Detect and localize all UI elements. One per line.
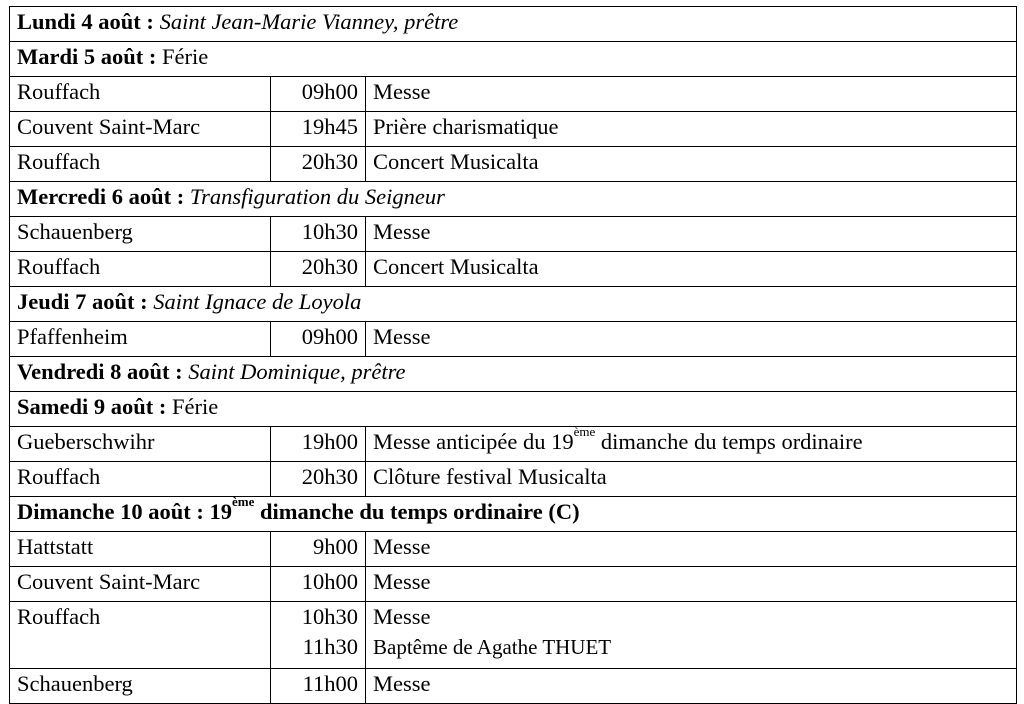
day-header: [10, 392, 1017, 427]
event-desc: Clôture festival Musicalta: [366, 462, 1017, 497]
event-place: Hattstatt: [10, 532, 271, 567]
event-time: 20h30: [271, 252, 366, 287]
event-time-line: 10h30: [301, 604, 358, 629]
event-desc-line: Baptême de Agathe THUET: [373, 635, 612, 659]
event-row: [10, 669, 1017, 704]
event-desc: Concert Musicalta: [366, 147, 1017, 182]
event-time: 10h00: [271, 567, 366, 602]
day-header-row: [10, 182, 1017, 217]
day-header: [10, 357, 1017, 392]
day-header-row: [10, 7, 1017, 42]
day-feast: Férie: [172, 394, 219, 419]
event-place: Couvent Saint-Marc: [10, 567, 271, 602]
liturgical-year: (C): [542, 499, 580, 524]
event-place: Rouffach: [10, 602, 271, 669]
event-place: Gueberschwihr: [10, 427, 271, 462]
day-title: Jeudi 7 août :: [17, 289, 148, 314]
event-desc: Messe: [366, 669, 1017, 704]
event-row: [10, 602, 1017, 669]
event-place: Rouffach: [10, 77, 271, 112]
day-feast: Saint Ignace de Loyola: [153, 289, 362, 314]
event-row: [10, 147, 1017, 182]
event-place: Couvent Saint-Marc: [10, 112, 271, 147]
event-place: Rouffach: [10, 147, 271, 182]
day-header-row: [10, 357, 1017, 392]
event-time: 11h00: [271, 669, 366, 704]
event-place: Pfaffenheim: [10, 322, 271, 357]
event-time: 20h30: [271, 147, 366, 182]
day-header: [10, 7, 1017, 42]
event-place: Schauenberg: [10, 217, 271, 252]
day-header-row: [10, 392, 1017, 427]
event-row: [10, 112, 1017, 147]
day-feast: Férie: [162, 44, 209, 69]
day-feast: Saint Dominique, prêtre: [188, 359, 406, 384]
event-row: [10, 322, 1017, 357]
event-desc: [366, 427, 1017, 462]
event-place: Schauenberg: [10, 669, 271, 704]
day-feast: dimanche du temps ordinaire: [254, 499, 543, 524]
event-desc: [366, 602, 1017, 669]
ordinal-superscript: ème: [573, 426, 596, 439]
event-time: 09h00: [271, 322, 366, 357]
day-header: [10, 182, 1017, 217]
day-header-row: [10, 287, 1017, 322]
day-title: Vendredi 8 août :: [17, 359, 183, 384]
event-place: Rouffach: [10, 252, 271, 287]
event-time: 09h00: [271, 77, 366, 112]
event-row: [10, 427, 1017, 462]
event-row: [10, 532, 1017, 567]
event-row: [10, 252, 1017, 287]
event-time: 19h45: [271, 112, 366, 147]
schedule-table: [9, 6, 1017, 704]
day-feast: Transfiguration du Seigneur: [189, 184, 445, 209]
event-desc: Messe: [366, 532, 1017, 567]
event-time: 10h30: [271, 217, 366, 252]
day-title: Samedi 9 août :: [17, 394, 167, 419]
event-desc: Concert Musicalta: [366, 252, 1017, 287]
day-header-row: [10, 42, 1017, 77]
event-place: Rouffach: [10, 462, 271, 497]
day-title: Mercredi 6 août :: [17, 184, 185, 209]
event-desc-part: dimanche du temps ordinaire: [595, 429, 863, 454]
day-title: Dimanche 10 août : 19: [17, 499, 232, 524]
event-row: [10, 462, 1017, 497]
event-desc: Messe: [366, 77, 1017, 112]
event-desc: Prière charismatique: [366, 112, 1017, 147]
event-row: [10, 217, 1017, 252]
ordinal-superscript: ème: [232, 496, 255, 509]
event-desc: Messe: [366, 217, 1017, 252]
event-desc: Messe: [366, 567, 1017, 602]
event-row: [10, 77, 1017, 112]
event-time-line: 11h30: [302, 634, 358, 659]
day-header: [10, 497, 1017, 532]
event-time: 20h30: [271, 462, 366, 497]
event-desc-line: Messe: [373, 604, 431, 629]
event-desc-part: Messe anticipée du 19: [373, 429, 574, 454]
event-row: [10, 567, 1017, 602]
event-time: [271, 602, 366, 669]
day-header: [10, 287, 1017, 322]
day-header-row: [10, 497, 1017, 532]
day-header: [10, 42, 1017, 77]
event-desc: Messe: [366, 322, 1017, 357]
event-time: 9h00: [271, 532, 366, 567]
event-time: 19h00: [271, 427, 366, 462]
day-title: Lundi 4 août :: [17, 9, 154, 34]
day-feast: Saint Jean-Marie Vianney, prêtre: [159, 9, 459, 34]
day-title: Mardi 5 août :: [17, 44, 157, 69]
